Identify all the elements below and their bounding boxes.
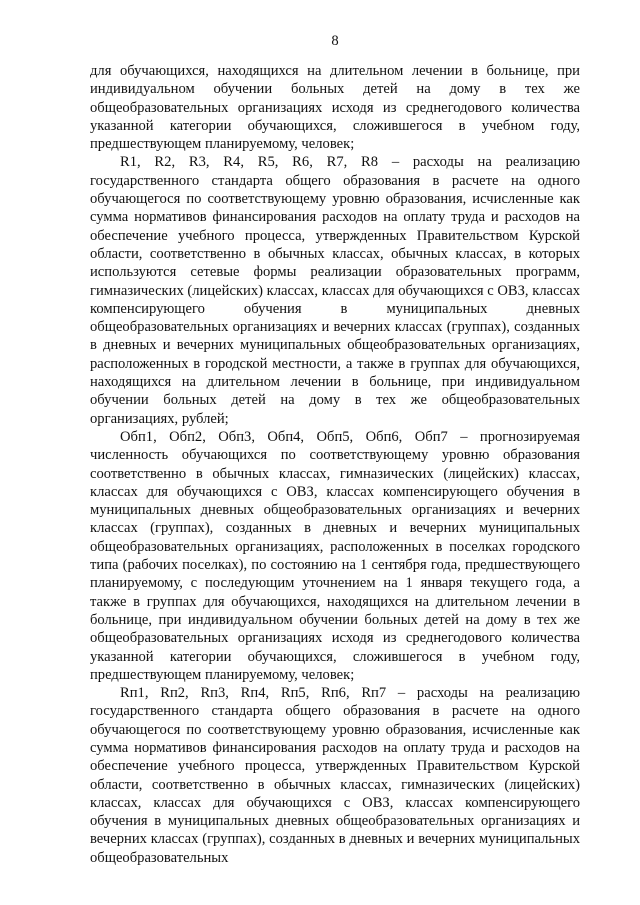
page-number: 8 [331,33,339,49]
document-page [90,32,580,867]
paragraph-rp-expenses: Rп1, Rп2, Rп3, Rп4, Rп5, Rп6, Rп7 – расходы на реализацию государственного стандарта общего образования в расчете на одного обучающегося по соответствующему уровню образования, исчисленные как сумма нормативов финансирования расходов на оплату труда и расходов на обеспечение учебного процесса, утвержденных Правительством Курской области, соответственно в обычных классах, гимназических (лицейских) классах, классах для обучающихся с ОВЗ, классах компенсирующего обучения в муниципальных дневных общеобразовательных организациях и вечерних классах (группах), созданных в дневных и вечерних муниципальных общеобразовательных [90,685,580,866]
paragraph-obp-enrollment: Обп1, Обп2, Обп3, Обп4, Обп5, Обп6, Обп7 – прогнозируемая численность обучающихся по соответствующему уровню образования соответственно в обычных классах, гимназических (лицейских) классах, классах для обучающихся с ОВЗ, классах компенсирующего обучения в муниципальных дневных общеобразовательных организациях и вечерних классах (группах), созданных в дневных и вечерних муниципальных общеобразовательных организациях, расположенных в поселках городского типа (рабочих поселках), по состоянию на 1 сентября года, предшествующего планируемому, с последующим уточнением на 1 января текущего года, а также в группах для обучающихся, находящихся на длительном лечении в больнице, при индивидуальном обучении больных детей на дому в тех же общеобразовательных организациях исходя из среднегодового количества указанной категории обучающихся, сложившегося в учебном году, предшествующем планируемому, человек; [90,428,580,683]
paragraph-r-expenses: R1, R2, R3, R4, R5, R6, R7, R8 – расходы на реализацию государственного стандарта общего образования в расчете на одного обучающегося по соответствующему уровню образования, исчисленные как сумма нормативов финансирования расходов на оплату труда и расходов на обеспечение учебного процесса, утвержденных Правительством Курской области, соответственно в обычных классах, обычных классах, в которых используются сетевые формы реализации образовательных программ, гимназических (лицейских) классах, классах для обучающихся с ОВЗ, классах компенсирующего обучения в муниципальных дневных общеобразовательных организациях и вечерних классах (группах), созданных в дневных и вечерних муниципальных общеобразовательных организациях, расположенных в городской местности, а также в группах для обучающихся, находящихся на длительном лечении в больнице, при индивидуальном обучении больных детей на дому в тех же общеобразовательных организациях, рублей; [90,154,580,427]
paragraph-continuation: для обучающихся, находящихся на длительном лечении в больнице, при индивидуальном обучении больных детей на дому в тех же общеобразовательных организациях исходя из среднегодового количества указанной категории обучающихся, сложившегося в учебном году, предшествующем планируемому, человек; [90,63,580,153]
